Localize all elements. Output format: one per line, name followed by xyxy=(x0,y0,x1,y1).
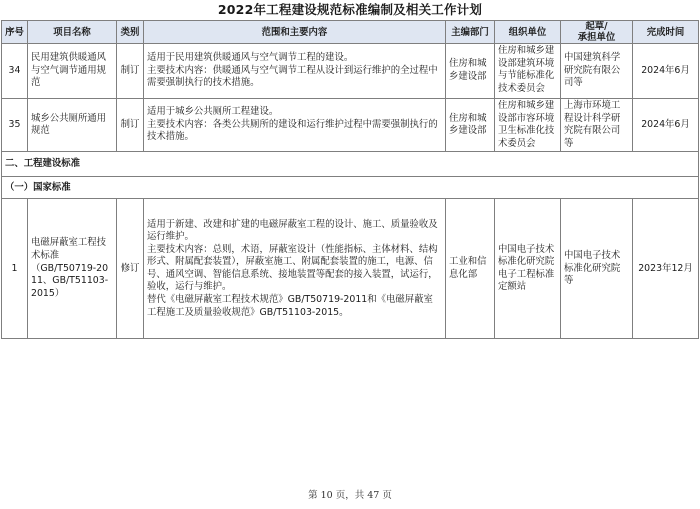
scope-line: 主要技术内容：供暖通风与空气调节工程从设计到运行维护的全过程中需要强制执行的技术措施。 xyxy=(147,64,438,89)
subsection-heading: （一）国家标准 xyxy=(2,177,699,199)
header-row xyxy=(2,21,699,44)
row-type: 制订 xyxy=(117,99,144,152)
plan-table xyxy=(1,20,699,339)
row-drafter: 上海市环境工程设计科学研究院有限公司等 xyxy=(561,99,633,152)
table-row xyxy=(2,99,699,152)
row-type: 制订 xyxy=(117,44,144,99)
header-deadline: 完成时间 xyxy=(633,21,699,44)
row-editor: 工业和信息化部 xyxy=(446,199,495,339)
header-seq: 序号 xyxy=(2,21,28,44)
scope-line: 适用于新建、改建和扩建的电磁屏蔽室工程的设计、施工、质量验收及运行维护。 xyxy=(147,218,438,243)
row-editor: 住房和城乡建设部 xyxy=(446,44,495,99)
section-row xyxy=(2,152,699,177)
table-row xyxy=(2,199,699,339)
row-seq: 34 xyxy=(2,44,28,99)
row-org: 中国电子技术标准化研究院电子工程标准定额站 xyxy=(495,199,561,339)
row-org: 住房和城乡建设部市容环境卫生标准化技术委员会 xyxy=(495,99,561,152)
row-type: 修订 xyxy=(117,199,144,339)
scope-line: 主要技术内容：各类公共厕所的建设和运行维护过程中需要强制执行的技术措施。 xyxy=(147,118,438,143)
row-org: 住房和城乡建设部建筑环境与节能标准化技术委员会 xyxy=(495,44,561,99)
row-name: 电磁屏蔽室工程技术标准 （GB/T50719-2011、GB/T51103-2015） xyxy=(28,199,117,339)
header-scope: 范围和主要内容 xyxy=(144,21,446,44)
row-deadline: 2024年6月 xyxy=(633,44,699,99)
header-type: 类别 xyxy=(117,21,144,44)
row-seq: 1 xyxy=(2,199,28,339)
header-name: 项目名称 xyxy=(28,21,117,44)
row-name: 城乡公共厕所通用规范 xyxy=(28,99,117,152)
scope-line: 替代《电磁屏蔽室工程技术规范》GB/T50719-2011和《电磁屏蔽室工程施工及质量验收规范》GB/T51103-2015。 xyxy=(147,294,433,318)
row-deadline: 2024年6月 xyxy=(633,99,699,152)
page-title: 2022年工程建设规范标准编制及相关工作计划 xyxy=(217,2,483,17)
scope-line: 主要技术内容：总则，术语，屏蔽室设计（性能指标、主体材料、结构形式、附属配套装置），屏蔽室施工、附属配套装置的施工，电源、信号、通风空调、智能信息系统、接地装置等配套的接入装置，试运行，验收，运行与维护。 xyxy=(147,243,438,293)
scope-line: 适用于城乡公共厕所工程建设。 xyxy=(147,106,279,118)
row-name: 民用建筑供暖通风与空气调节通用规范 xyxy=(28,44,117,99)
row-seq: 35 xyxy=(2,99,28,152)
section-heading: 二、工程建设标准 xyxy=(2,152,699,177)
row-scope xyxy=(144,99,446,152)
row-editor: 住房和城乡建设部 xyxy=(446,99,495,152)
header-drafter: 起草/ 承担单位 xyxy=(561,21,633,44)
row-drafter: 中国电子技术标准化研究院等 xyxy=(561,199,633,339)
table-row xyxy=(2,44,699,99)
page-footer: 第 10 页，共 47 页 xyxy=(308,490,392,501)
row-deadline: 2023年12月 xyxy=(633,199,699,339)
row-scope xyxy=(144,199,446,339)
subsection-row xyxy=(2,177,699,199)
row-drafter: 中国建筑科学研究院有限公司等 xyxy=(561,44,633,99)
header-org: 组织单位 xyxy=(495,21,561,44)
scope-line: 适用于民用建筑供暖通风与空气调节工程的建设。 xyxy=(147,52,354,64)
row-scope xyxy=(144,44,446,99)
header-editor: 主编部门 xyxy=(446,21,495,44)
